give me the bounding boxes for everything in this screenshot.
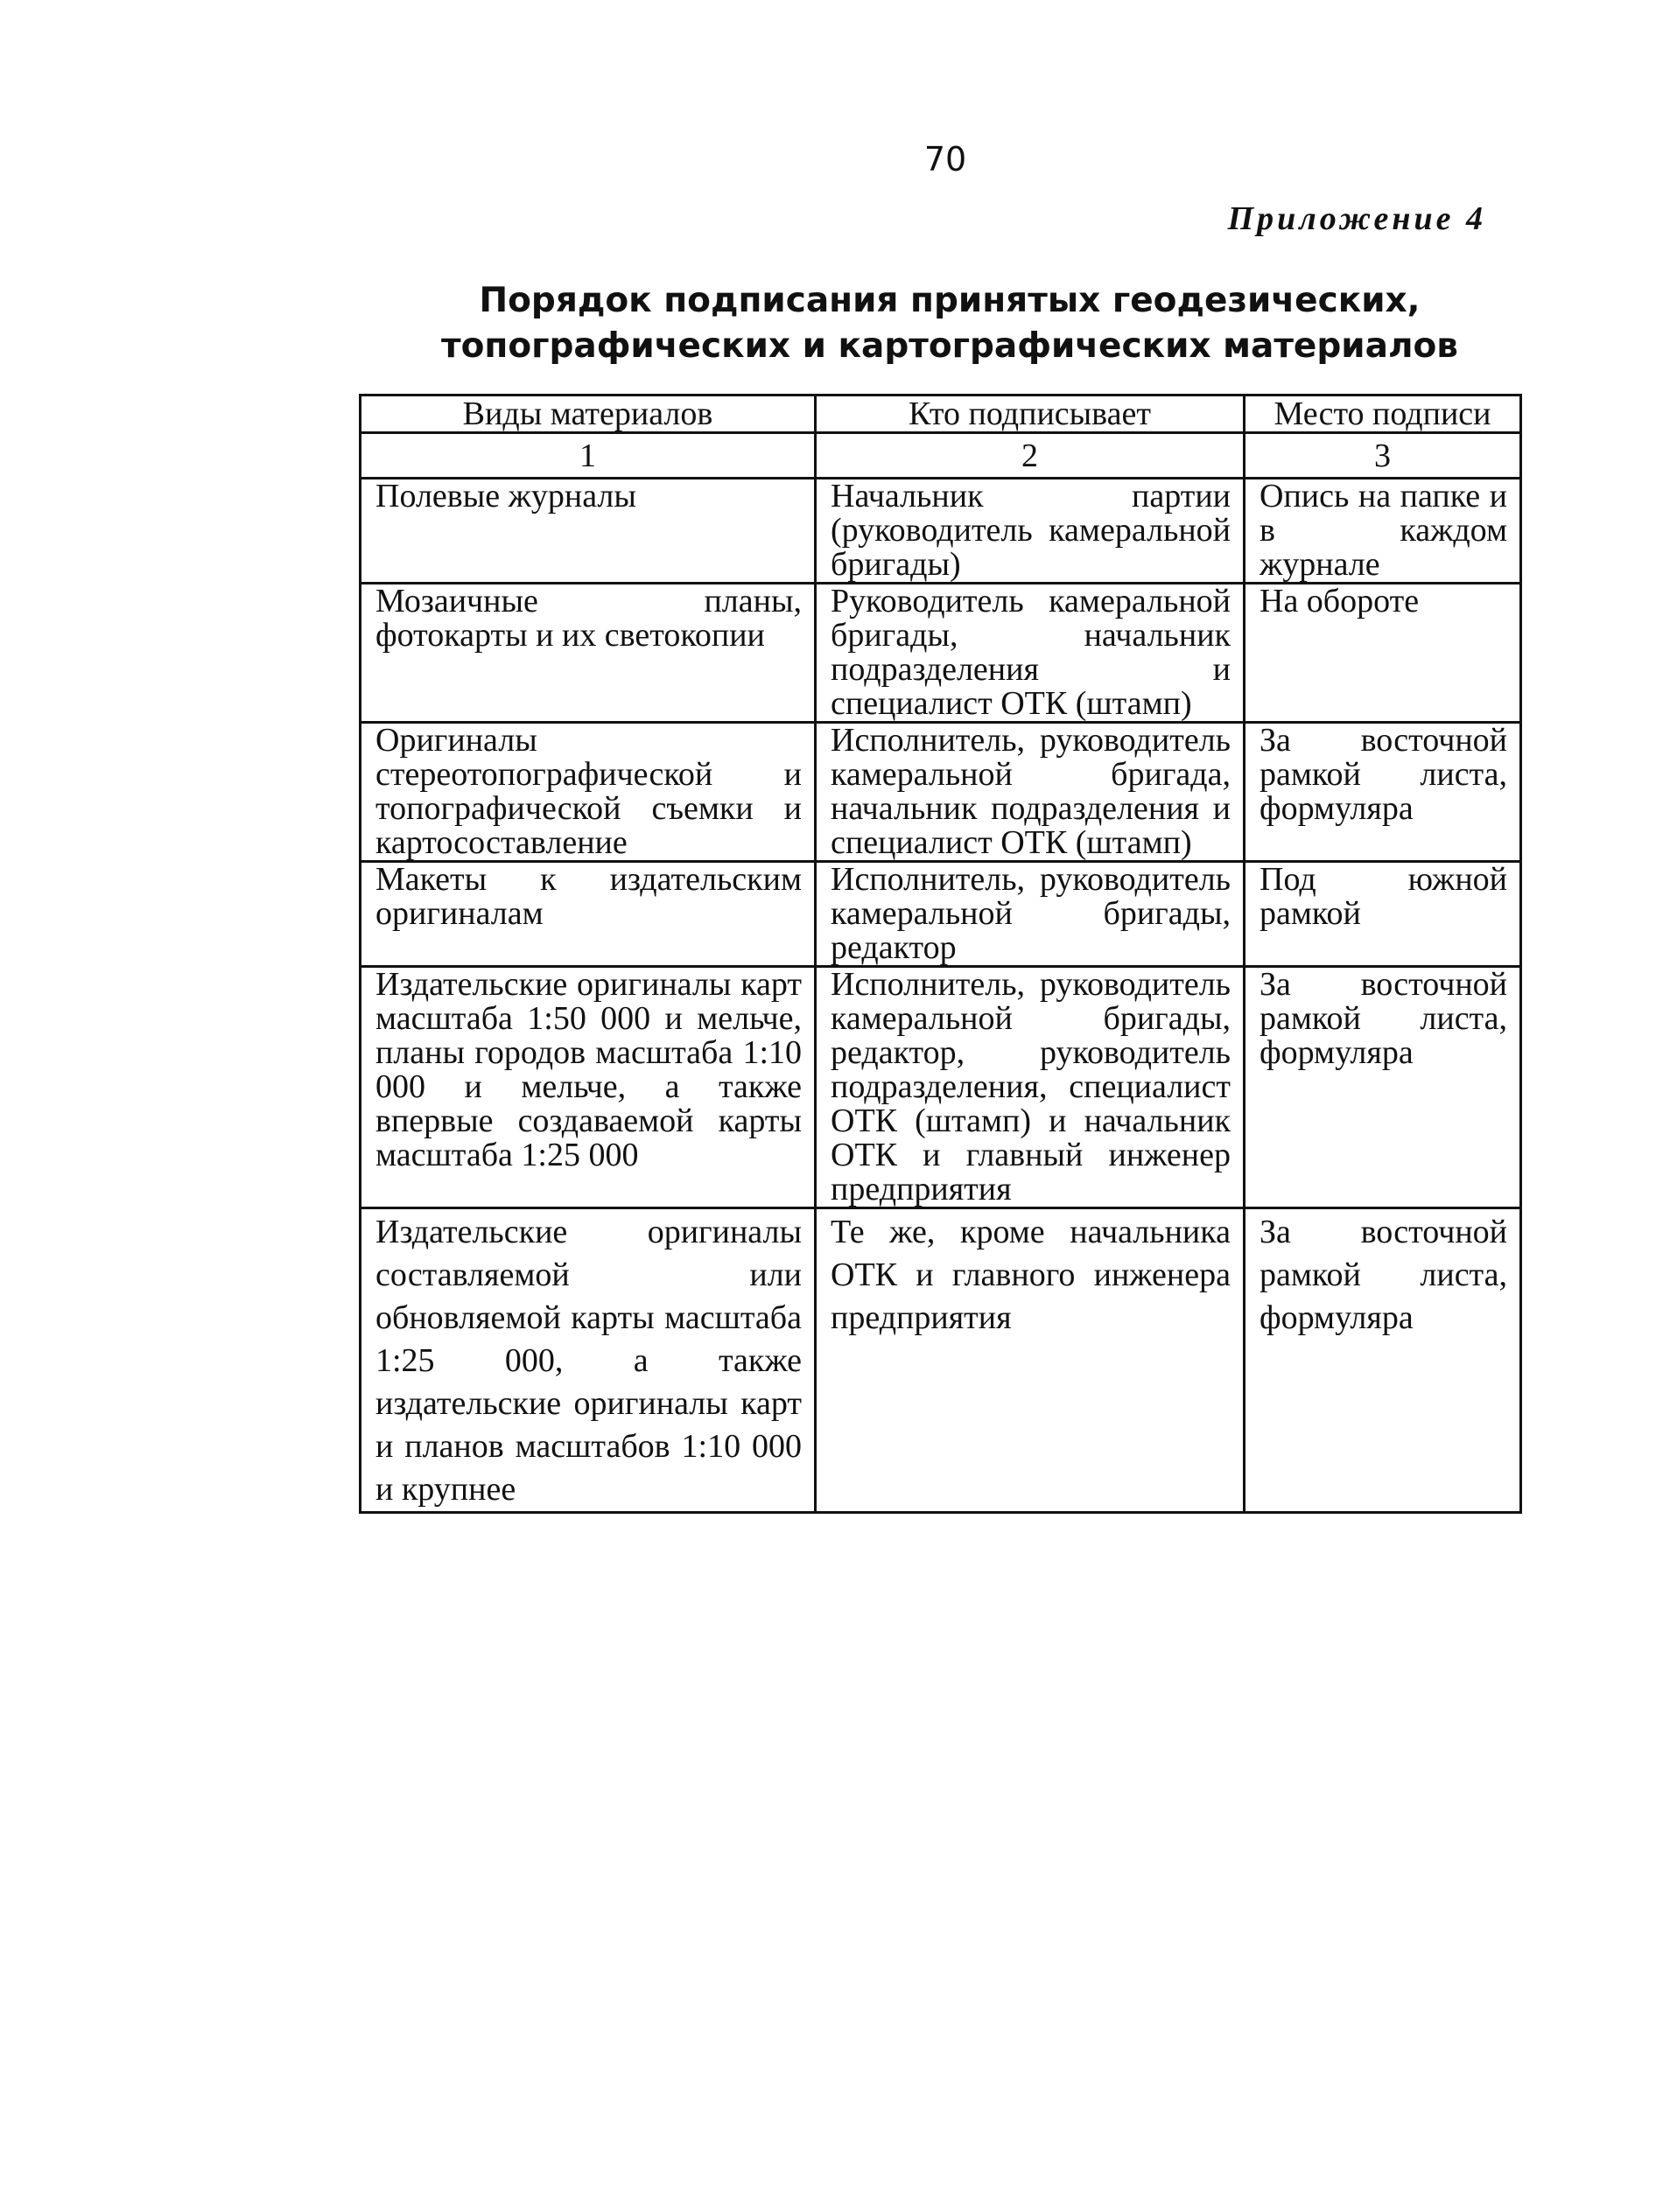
material-cell: Оригиналы стереотопографической и топографической съемки и картосоставление bbox=[361, 723, 816, 862]
signer-cell: Начальник партии (руководитель камеральной бригады) bbox=[816, 479, 1245, 584]
place-cell: Опись на папке и в каждом журнале bbox=[1245, 479, 1521, 584]
column-number-3: 3 bbox=[1245, 433, 1521, 479]
signer-cell: Руководитель камеральной бригады, начальник подразделения и специалист ОТК (штамп) bbox=[816, 584, 1245, 723]
material-cell: Издательские оригиналы карт масштаба 1:50 000 и мельче, планы городов масштаба 1:10 000 и мельче, а также впервые создаваемой карты масштаба 1:25 000 bbox=[361, 967, 816, 1208]
column-number-1: 1 bbox=[361, 433, 816, 479]
header-material-types: Виды материалов bbox=[361, 396, 816, 433]
place-cell: За восточной рамкой листа, формуляра bbox=[1245, 1208, 1521, 1513]
signer-cell: Исполнитель, руководитель камеральной бригады, редактор, руководитель подразделения, специалист ОТК (штамп) и начальник ОТК и главный инженер предприятия bbox=[816, 967, 1245, 1208]
table-header-row bbox=[361, 396, 1521, 433]
header-signature-place: Место подписи bbox=[1245, 396, 1521, 433]
signer-cell: Исполнитель, руководитель камеральной бригада, начальник подразделения и специалист ОТК (штамп) bbox=[816, 723, 1245, 862]
table-row bbox=[361, 584, 1521, 723]
column-number-row bbox=[361, 433, 1521, 479]
signing-order-table bbox=[359, 394, 1522, 1514]
header-who-signs: Кто подписывает bbox=[816, 396, 1245, 433]
table-row bbox=[361, 1208, 1521, 1513]
appendix-label: Приложение 4 bbox=[1227, 200, 1486, 237]
document-title bbox=[350, 278, 1549, 369]
material-cell: Макеты к издательским оригиналам bbox=[361, 862, 816, 967]
material-cell: Полевые журналы bbox=[361, 479, 816, 584]
document-title-line-1: Порядок подписания принятых геодезических, bbox=[479, 281, 1421, 320]
table-row bbox=[361, 723, 1521, 862]
place-cell: За восточной рамкой листа, формуляра bbox=[1245, 723, 1521, 862]
document-title-line-2: топографических и картографических материалов bbox=[440, 326, 1458, 366]
place-cell: На обороте bbox=[1245, 584, 1521, 723]
signer-cell: Исполнитель, руководитель камеральной бригады, редактор bbox=[816, 862, 1245, 967]
place-cell: Под южной рамкой bbox=[1245, 862, 1521, 967]
column-number-2: 2 bbox=[816, 433, 1245, 479]
material-cell: Мозаичные планы, фотокарты и их светокопии bbox=[361, 584, 816, 723]
signer-cell: Те же, кроме начальника ОТК и главного инженера предприятия bbox=[816, 1208, 1245, 1513]
page-number: 70 bbox=[923, 140, 967, 178]
table-row bbox=[361, 862, 1521, 967]
place-cell: За восточной рамкой листа, формуляра bbox=[1245, 967, 1521, 1208]
table-row bbox=[361, 479, 1521, 584]
table-row bbox=[361, 967, 1521, 1208]
material-cell: Издательские оригиналы составляемой или обновляемой карты масштаба 1:25 000, а также издательские оригиналы карт и планов масштабов 1:10 000 и крупнее bbox=[361, 1208, 816, 1513]
